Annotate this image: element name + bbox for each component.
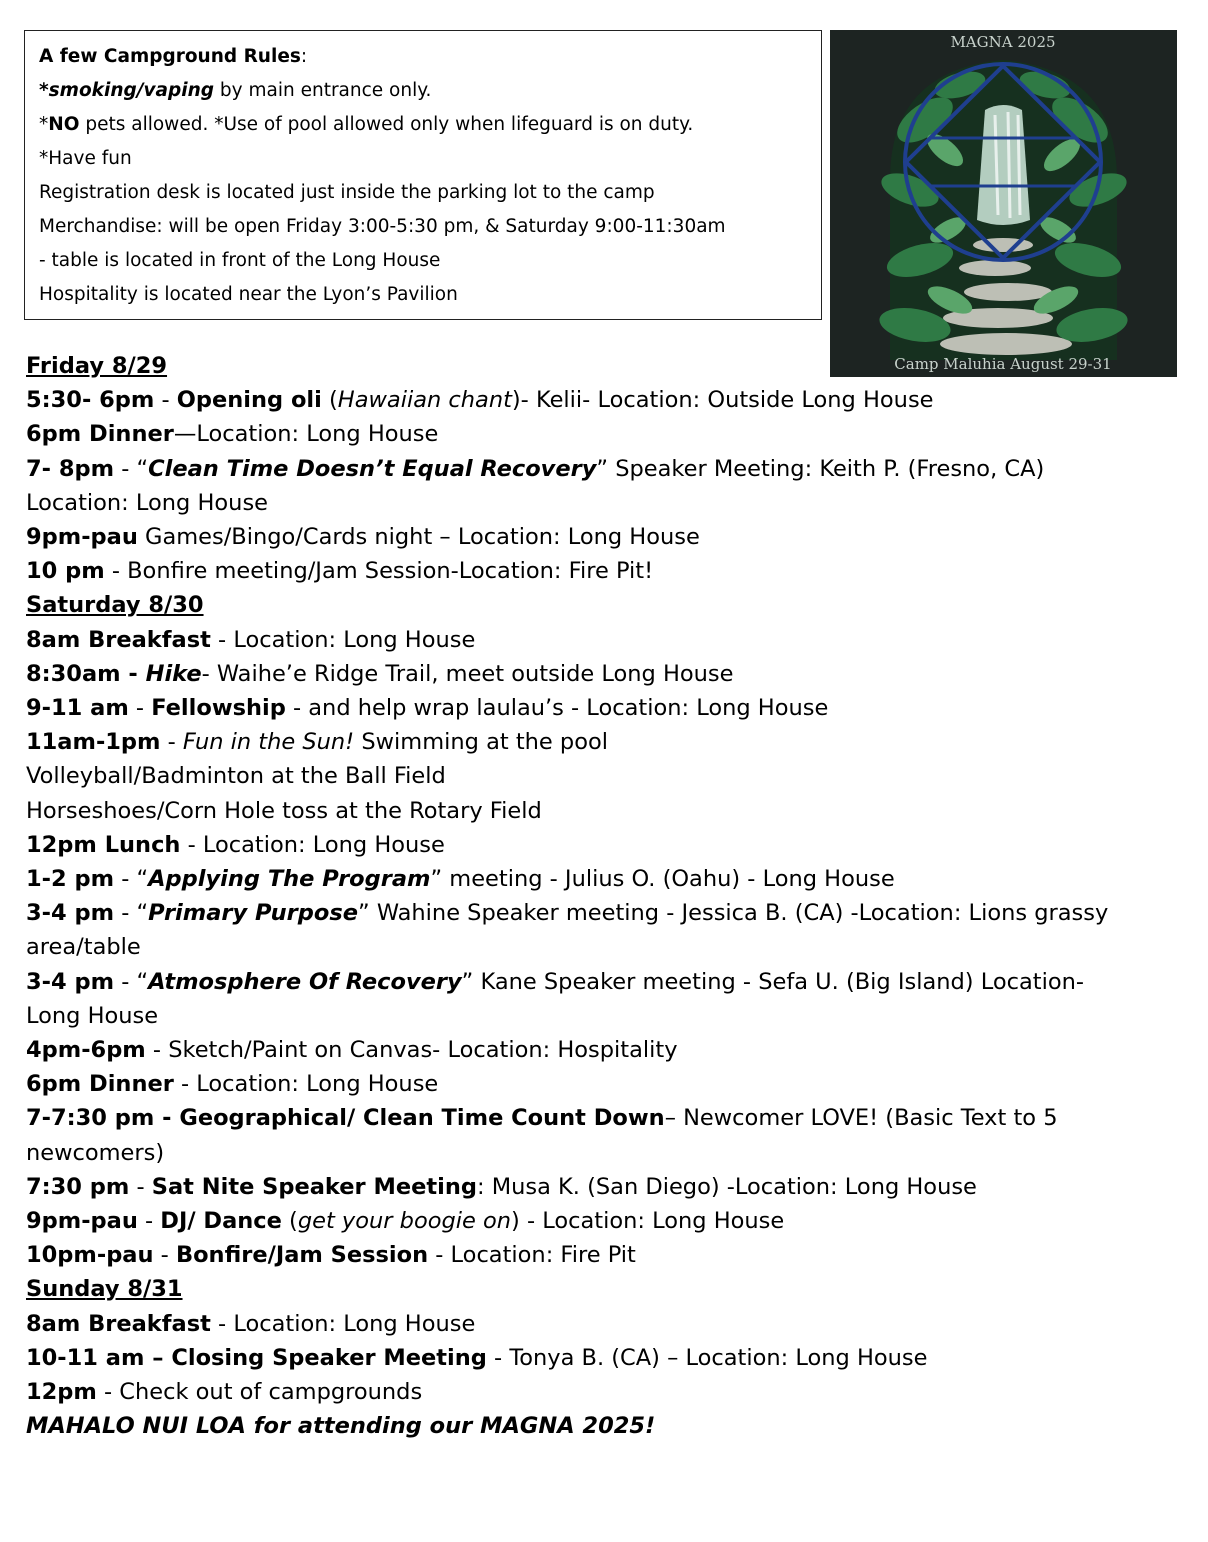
text-segment: 1-2 pm [26,866,115,893]
text-segment: 6pm Dinner [26,421,174,448]
text-segment: - Bonfire meeting/Jam Session-Location: Fire Pit! [104,558,654,585]
poster-top-text: MAGNA 2025 [950,33,1056,51]
text-segment: Sat Nite Speaker Meeting [151,1173,477,1200]
schedule-item [26,417,1186,451]
rules-title: A few Campground Rules [39,46,301,67]
text-segment: 10-11 am – Closing Speaker Meeting [26,1344,487,1371]
schedule-item [26,1375,1186,1409]
text-segment: 9pm-pau [26,1208,138,1235]
text-segment: - Location: Long House [173,1071,439,1098]
rule-registration: Registration desk is located just inside the parking lot to the camp [39,182,655,203]
schedule-item-continued: Volleyball/Badminton at the Ball Field [26,763,446,790]
text-segment: : Musa K. (San Diego) -Location: Long House [476,1173,977,1200]
text-segment: 9-11 am [26,695,129,722]
schedule-item [26,828,1186,862]
text-segment: Hawaiian chant [337,387,512,414]
schedule-item-continued: newcomers) [26,1139,165,1166]
text-segment: 12pm [26,1379,97,1406]
day-heading-sunday: Sunday 8/31 [26,1276,183,1303]
schedule-item [26,623,1186,657]
text-segment: - “ [114,900,149,927]
text-segment: - and help wrap laulau’s - Location: Long House [285,695,829,722]
text-segment: Clean Time Doesn’t Equal Recovery [148,455,597,482]
text-segment: ” [358,900,370,927]
text-segment: - Location: Long House [180,831,445,858]
text-segment: 7:30 pm [26,1173,130,1200]
text-segment: - [160,729,183,756]
text-segment: Applying The Program [148,866,431,893]
text-segment: - Sketch/Paint on Canvas- Location: Hospitality [145,1037,678,1064]
text-segment: Bonfire/Jam Session [175,1242,429,1269]
text-segment: Fellowship [151,695,286,722]
text-segment: - “ [114,968,149,995]
text-segment: Kane Speaker meeting - Sefa U. (Big Island) Location- [473,968,1085,995]
rule-smoking [39,74,807,108]
text-segment: 8am Breakfast [26,1310,211,1337]
text-segment: 8am Breakfast [26,626,211,653]
text-segment: Primary Purpose [148,900,358,927]
schedule-item [26,965,1186,999]
text-segment: - Tonya B. (CA) – Location: Long House [486,1344,928,1371]
text-segment: - Location: Long House [210,626,476,653]
text-segment: - “ [114,866,149,893]
text-segment: 10pm-pau [26,1242,154,1269]
text-segment: - [137,1208,161,1235]
rule-pets-pool [39,108,807,142]
text-segment: – Newcomer LOVE! (Basic Text to 5 [664,1105,1058,1132]
rule-merchandise: Merchandise: will be open Friday 3:00-5:30 pm, & Saturday 9:00-11:30am [39,216,726,237]
schedule-item-continued: area/table [26,934,141,961]
text-segment: ” [430,866,443,893]
text-segment: 7-7:30 pm - Geographical/ Clean Time Count Down [26,1105,665,1132]
schedule-item [26,554,1186,588]
schedule-item [26,862,1186,896]
rules-title-line [39,40,807,74]
text-segment: get your boogie on [297,1208,512,1235]
text-segment: ( [321,387,338,414]
schedule-item [26,896,1186,930]
text-segment: - [129,1173,152,1200]
text-segment: ” [461,968,474,995]
text-segment: *smoking/vaping [39,80,215,101]
text-segment: meeting - Julius O. (Oahu) - Long House [442,866,895,893]
text-segment: —Location: Long House [173,421,439,448]
text-segment: - Location: Fire Pit [428,1242,636,1269]
text-segment: Atmosphere Of Recovery [148,968,462,995]
schedule-item [26,1204,1186,1238]
day-heading-saturday: Saturday 8/30 [26,592,204,619]
text-segment: 10 pm [26,558,105,585]
schedule-item-continued: Horseshoes/Corn Hole toss at the Rotary Field [26,797,542,824]
text-segment: Opening oli [176,387,322,414]
schedule-item [26,1033,1186,1067]
schedule-item [26,1238,1186,1272]
rule-hospitality: Hospitality is located near the Lyon’s Pavilion [39,284,458,305]
schedule-item [26,452,1186,486]
text-segment: 7- 8pm [26,455,115,482]
text-segment: - Location: Long House [210,1310,476,1337]
text-segment: 6pm Dinner [26,1071,174,1098]
schedule-item [26,1101,1186,1135]
text-segment: Fun in the Sun! [182,729,355,756]
schedule-item-continued: Location: Long House [26,489,269,516]
day-heading-friday: Friday 8/29 [26,353,168,379]
text-segment: 3-4 pm [26,968,115,995]
text-segment: Hike [145,660,202,687]
text-segment: - [154,387,177,414]
magna-poster-image [830,30,1177,377]
schedule-item [26,520,1186,554]
text-segment: 8:30am - [26,660,146,687]
text-segment: 9pm-pau [26,524,138,551]
text-segment: 11am-1pm [26,729,161,756]
rule-merchandise-table: - table is located in front of the Long House [39,250,441,271]
text-segment: ) - Location: Long House [511,1208,785,1235]
schedule-item [26,1341,1186,1375]
text-segment: ( [281,1208,298,1235]
closing-message [26,1409,1186,1443]
text-segment: ” [596,455,609,482]
rule-fun: *Have fun [39,148,132,169]
text-segment: 3-4 pm [26,900,115,927]
text-segment: Wahine Speaker meeting - Jessica B. (CA) -Location: Lions grassy [369,900,1109,927]
schedule-item [26,383,1186,417]
text-segment: Games/Bingo/Cards night – Location: Long House [137,524,700,551]
text-segment: : [300,46,308,67]
schedule-item [26,725,1186,759]
jungle-waterfall-illustration [830,30,1177,377]
text-segment: - [128,695,152,722]
poster-bottom-text: Camp Maluhia August 29-31 [894,355,1112,373]
schedule-item [26,1170,1186,1204]
text-segment: * [39,114,49,135]
text-segment: NO [48,114,80,135]
text-segment: MAHALO NUI LOA for attending our MAGNA 2025! [26,1413,656,1440]
text-segment: 4pm-6pm [26,1037,146,1064]
text-segment: 5:30- 6pm [26,387,155,414]
text-segment: - Waihe’e Ridge Trail, meet outside Long House [201,660,734,687]
schedule-item [26,1067,1186,1101]
schedule-item [26,657,1186,691]
text-segment: )- Kelii- Location: Outside Long House [511,387,934,414]
text-segment: by main entrance only. [214,80,432,101]
schedule-item [26,691,1186,725]
schedule-item [26,1307,1186,1341]
text-segment: - Check out of campgrounds [96,1379,423,1406]
text-segment: 12pm Lunch [26,831,181,858]
text-segment: pets allowed. *Use of pool allowed only when lifeguard is on duty. [79,114,694,135]
text-segment: Swimming at the pool [354,729,608,756]
text-segment: - “ [114,455,149,482]
campground-rules-box [24,30,822,320]
text-segment: - [153,1242,176,1269]
text-segment: Speaker Meeting: Keith P. (Fresno, CA) [608,455,1045,482]
text-segment: DJ/ Dance [160,1208,282,1235]
schedule-item-continued: Long House [26,1002,159,1029]
event-schedule [26,349,1186,1444]
